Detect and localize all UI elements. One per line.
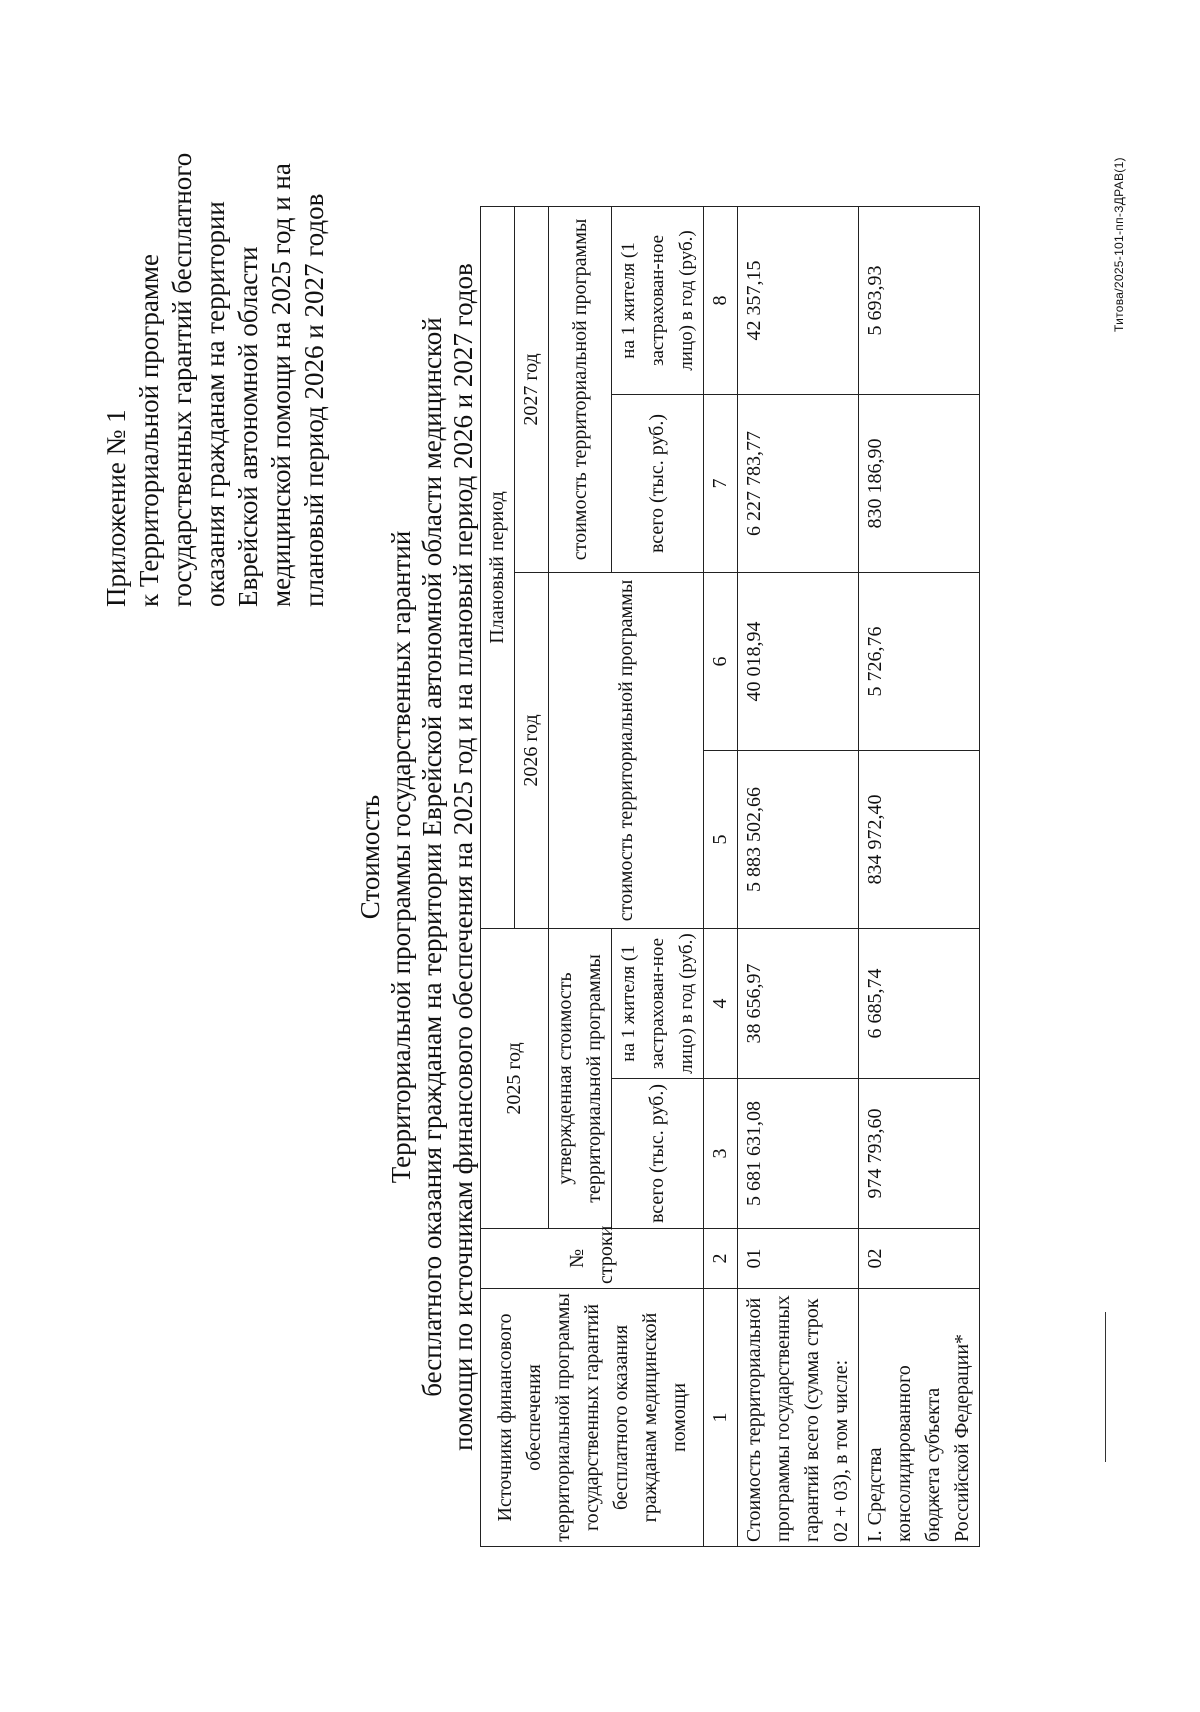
cell-2025-total: 5 681 631,08 <box>738 1079 859 1229</box>
header-total-2025: всего (тыс. руб.) <box>612 1079 704 1229</box>
cell-2025-per-capita: 6 685,74 <box>859 929 980 1079</box>
header-cost-2026: стоимость территориальной программы <box>549 573 704 929</box>
column-number: 8 <box>704 206 738 394</box>
cell-2026-total: 5 883 502,66 <box>738 751 859 929</box>
appendix-line: Приложение № 1 <box>101 409 131 607</box>
row-number: 01 <box>738 1229 859 1289</box>
appendix-line: к Территориальной программе <box>134 254 164 607</box>
appendix-line: Еврейской автономной области <box>233 246 263 607</box>
cell-2026-per-capita: 40 018,94 <box>738 573 859 751</box>
cell-2025-total: 974 793,60 <box>859 1079 980 1229</box>
cell-2027-total: 830 186,90 <box>859 395 980 573</box>
cell-2027-total: 6 227 783,77 <box>738 395 859 573</box>
appendix-header <box>100 137 331 607</box>
header-sources: Источники финансового обеспечения территориальной программы государственных гарантий бесплатного оказания гражданам медицинской помощи <box>481 1289 704 1547</box>
appendix-line: государственных гарантий бесплатного <box>167 152 197 607</box>
cost-table <box>480 206 980 1547</box>
header-total-2027: всего (тыс. руб.) <box>612 395 704 573</box>
column-number: 7 <box>704 395 738 573</box>
column-number: 5 <box>704 751 738 929</box>
column-number-row <box>704 206 738 1546</box>
appendix-line: плановый период 2026 и 2027 годов <box>299 193 329 607</box>
column-number: 3 <box>704 1079 738 1229</box>
header-per-capita-2025: на 1 жителя (1 застрахован-ное лицо) в год (руб.) <box>612 929 704 1079</box>
cell-2026-total: 834 972,40 <box>859 751 980 929</box>
row-number: 02 <box>859 1229 980 1289</box>
column-number: 6 <box>704 573 738 751</box>
header-row-no: № строки <box>481 1229 704 1289</box>
title-line: помощи по источникам финансового обеспечения на 2025 год и на плановый период 2026 и 2027 годов <box>448 263 478 1451</box>
header-approved-cost: утвержденная стоимость территориальной программы <box>549 929 612 1229</box>
column-number: 4 <box>704 929 738 1079</box>
header-2027: 2027 год <box>515 206 549 572</box>
header-2025: 2025 год <box>481 929 549 1229</box>
cell-2027-per-capita: 42 357,15 <box>738 206 859 394</box>
column-number: 2 <box>704 1229 738 1289</box>
document-title <box>355 222 479 1492</box>
appendix-line: медицинской помощи на 2025 год и на <box>266 163 296 607</box>
title-line: Стоимость <box>355 794 385 920</box>
column-number: 1 <box>704 1289 738 1547</box>
row-label: Стоимость территориальной программы государственных гарантий всего (сумма строк 02 + 03), в том числе: <box>738 1289 859 1547</box>
footnote-rule <box>1105 1312 1106 1462</box>
header-per-capita-2027: на 1 жителя (1 застрахован-ное лицо) в год (руб.) <box>612 206 704 394</box>
cell-2026-per-capita: 5 726,76 <box>859 573 980 751</box>
table-row <box>859 206 980 1546</box>
document-code: Титова/2025-101-пп-ЗДРАВ(1) <box>1112 157 1126 332</box>
title-line: бесплатного оказания гражданам на территории Еврейской автономной области медицинской <box>417 317 447 1397</box>
cell-2025-per-capita: 38 656,97 <box>738 929 859 1079</box>
header-planned-period: Плановый период <box>481 206 515 928</box>
row-label: I. Средства консолидированного бюджета субъекта Российской Федерации* <box>859 1289 980 1547</box>
header-cost-2027: стоимость территориальной программы <box>549 206 612 572</box>
table-row <box>738 206 859 1546</box>
appendix-line: оказания гражданам на территории <box>200 201 230 607</box>
header-2026: 2026 год <box>515 573 549 929</box>
cell-2027-per-capita: 5 693,93 <box>859 206 980 394</box>
title-line: Территориальной программы государственных гарантий <box>386 530 416 1184</box>
